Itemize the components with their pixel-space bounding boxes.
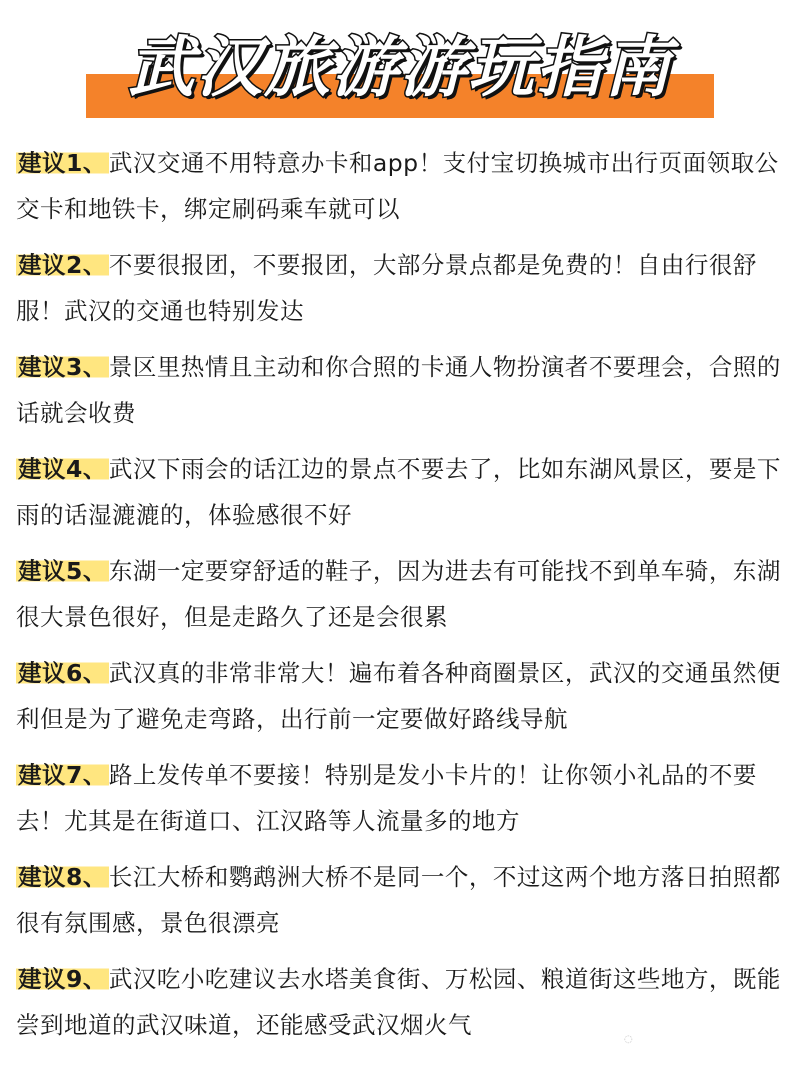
tip-text: 东湖一定要穿舒适的鞋子，因为进去有可能找不到单车骑，东湖很大景色很好，但是走路久了还是会很累 [16,557,781,631]
tip-text: 武汉下雨会的话江边的景点不要去了，比如东湖风景区，要是下雨的话湿漉漉的，体验感很不好 [16,455,781,529]
tip-label: 建议1、 [18,149,107,177]
tip-label: 建议9、 [18,965,107,993]
tip-label: 建议6、 [18,659,107,687]
tip-item-3 [16,344,792,436]
tip-label: 建议7、 [18,761,107,789]
tip-item-2 [16,242,792,334]
tip-label: 建议3、 [18,353,107,381]
tip-item-6 [16,650,792,742]
tip-label: 建议8、 [18,863,107,891]
tip-label: 建议5、 [18,557,107,585]
tip-text: 路上发传单不要接！特别是发小卡片的！让你领小礼品的不要去！尤其是在街道口、江汉路等人流量多的地方 [16,761,757,835]
tip-text: 武汉真的非常非常大！遍布着各种商圈景区，武汉的交通虽然便利但是为了避免走弯路，出行前一定要做好路线导航 [16,659,781,733]
tip-text: 武汉交通不用特意办卡和app！支付宝切换城市出行页面领取公交卡和地铁卡，绑定刷码乘车就可以 [16,149,779,223]
tip-item-9 [16,956,792,1048]
watermark-mark-icon: ◌ [624,1034,633,1045]
tip-label: 建议4、 [18,455,107,483]
tip-text: 不要很报团，不要报团，大部分景点都是免费的！自由行很舒服！武汉的交通也特别发达 [16,251,757,325]
tip-label: 建议2、 [18,251,107,279]
tip-text: 景区里热情且主动和你合照的卡通人物扮演者不要理会，合照的话就会收费 [16,353,781,427]
tip-item-7 [16,752,792,844]
tip-text: 长江大桥和鹦鹉洲大桥不是同一个，不过这两个地方落日拍照都很有氛围感，景色很漂亮 [16,863,781,937]
tips-list [16,140,792,1058]
tip-text: 武汉吃小吃建议去水塔美食街、万松园、粮道街这些地方，既能尝到地道的武汉味道，还能感受武汉烟火气 [16,965,781,1039]
tip-item-5 [16,548,792,640]
tip-item-1 [16,140,792,232]
tip-item-8 [16,854,792,946]
title-banner [0,18,800,128]
tip-item-4 [16,446,792,538]
page-title: 武汉旅游游玩指南 [128,29,672,106]
